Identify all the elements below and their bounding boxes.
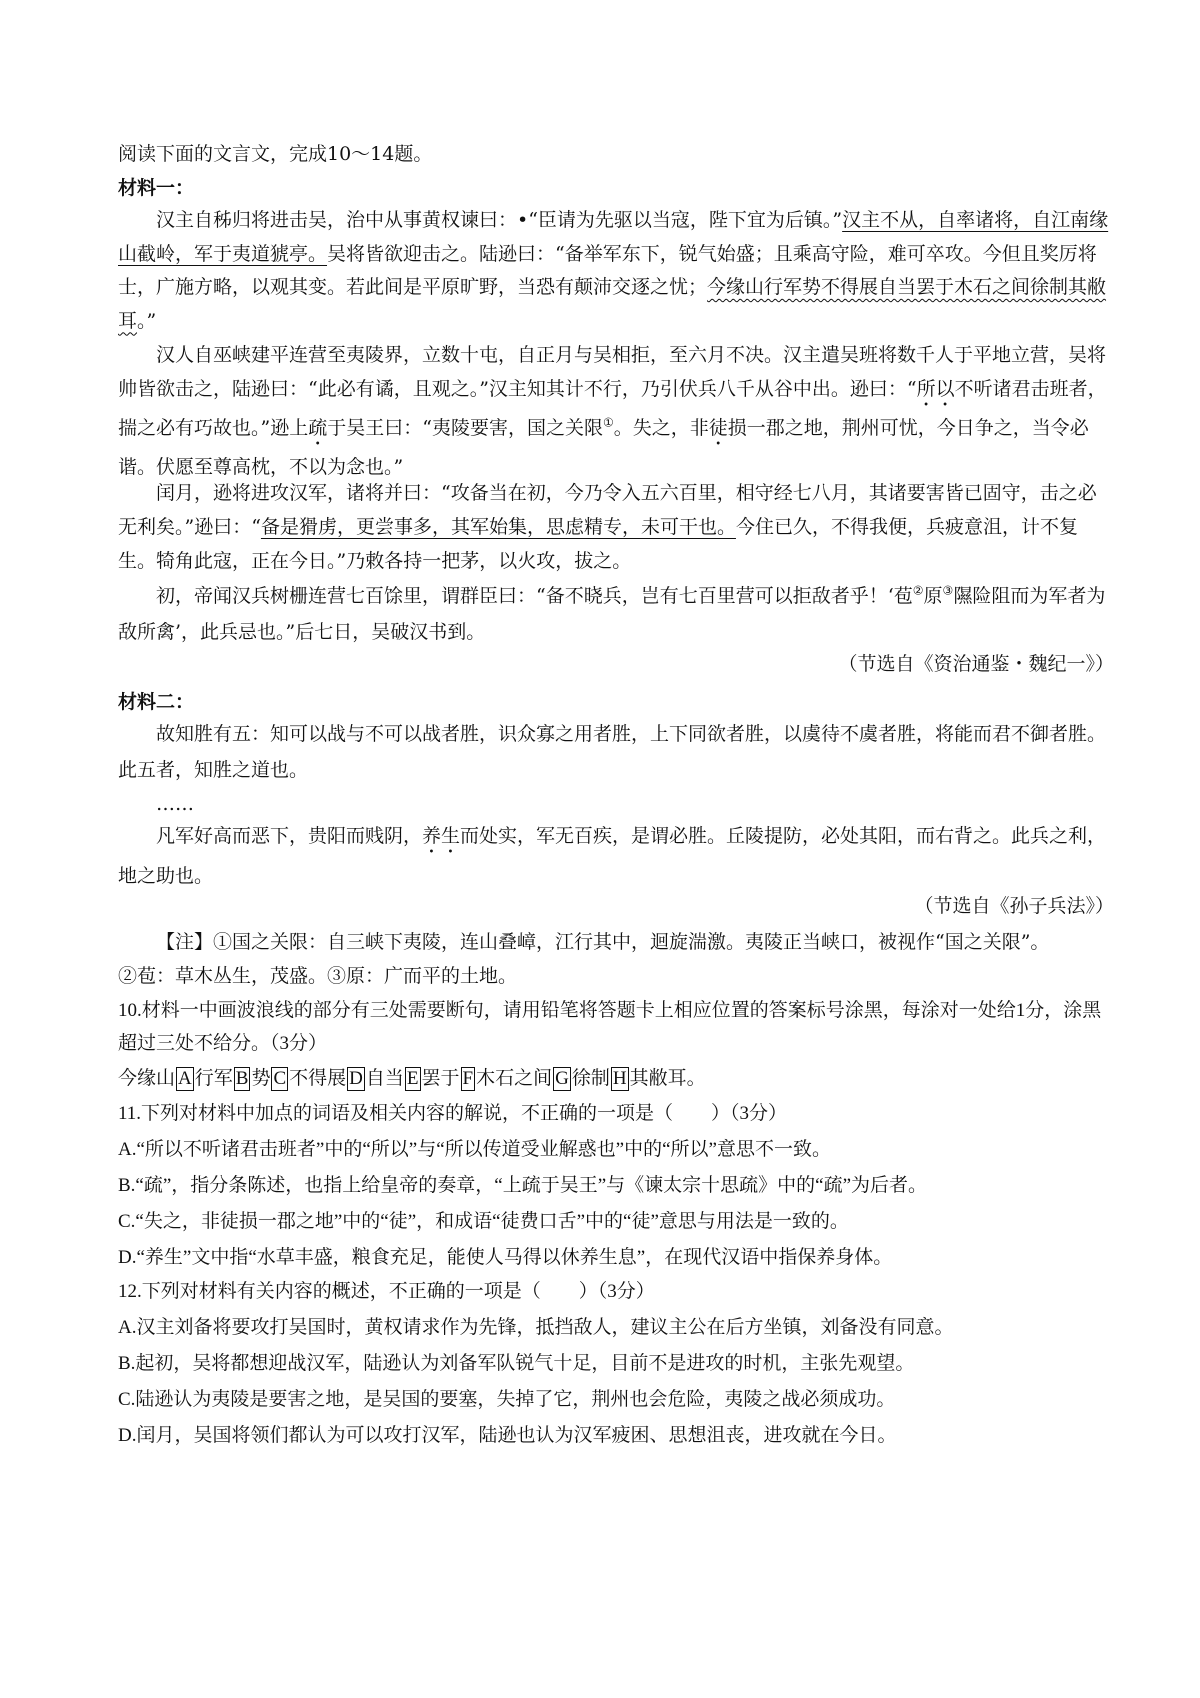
break-option-e: E: [406, 1068, 419, 1089]
material-one-paragraph-4: 初，帝闻汉兵树栅连营七百馀里，谓群臣曰：“备不晓兵，岂有七百里营可以拒敌者乎！‘苞②原③隰险阻而为军者为敌所禽’，此兵忌也。”后七日，吴破汉书到。: [118, 583, 1106, 643]
material-one-source: （节选自《资治通鉴・魏纪一》）: [838, 653, 1114, 675]
break-option-h: H: [612, 1068, 627, 1089]
question-12-option-a: A.汉主刘备将要攻打吴国时，黄权请求作为先锋，抵挡敌人，建议主公在后方坐镇，刘备没有同意。: [118, 1317, 954, 1338]
annotation-line-1: 【注】①国之关限：自三峡下夷陵，连山叠嶂，江行其中，迴旋湍激。夷陵正当峡口，被视作“国之关限”。: [156, 931, 1050, 953]
break-option-f: F: [462, 1068, 474, 1089]
question-11-option-d: D.“养生”文中指“水草丰盛，粮食充足，能使人马得以休养生息”，在现代汉语中指保养身体。: [118, 1247, 893, 1268]
break-option-c: C: [273, 1068, 287, 1089]
question-12-stem: 12.下列对材料有关内容的概述，不正确的一项是（ ）（3分）: [118, 1281, 655, 1302]
underlined-sentence-1: 汉主不从，自率诸将，自江南缘山截岭，军于夷道猇亭。: [118, 209, 1109, 265]
underlined-sentence-2: 备是猾虏，更尝事多，其军始集，思虑精专，未可干也。: [260, 516, 736, 538]
dotted-word-suoyi: 所以: [916, 378, 955, 400]
footnote-marker-2: ②: [912, 583, 924, 598]
question-11-stem: 11.下列对材料中加点的词语及相关内容的解说，不正确的一项是（ ）（3分）: [118, 1103, 788, 1124]
material-two-paragraph-1: 故知胜有五：知可以战与不可以战者胜，识众寡之用者胜，上下同欲者胜，以虞待不虞者胜，将能而君不御者胜。此五者，知胜之道也。: [118, 723, 1107, 781]
question-12-option-b: B.起初，吴将都想迎战汉军，陆逊认为刘备军队锐气十足，目前不是进攻的时机，主张先观望。: [118, 1353, 915, 1374]
break-option-b: B: [235, 1068, 249, 1089]
material-one-paragraph-3: 闰月，逊将进攻汉军，诸将并曰：“攻备当在初，今乃令入五六百里，相守经七八月，其诸要害皆已固守，击之必无利矣。”逊曰：“备是猾虏，更尝事多，其军始集，思虑精专，未可干也。今住已久，不得我便，兵疲意沮，计不复生。犄角此寇，正在今日。”乃敕各持一把茅，以火攻，拔之。: [118, 482, 1097, 572]
footnote-marker-1: ①: [602, 415, 614, 430]
ellipsis: ……: [156, 793, 194, 815]
annotation-line-2: ②苞：草木丛生，茂盛。③原：广而平的土地。: [118, 965, 518, 987]
question-12-option-c: C.陆逊认为夷陵是要害之地，是吴国的要塞，失掉了它，荆州也会危险，夷陵之战必须成功。: [118, 1389, 896, 1410]
question-10-stem: 10.材料一中画波浪线的部分有三处需要断句，请用铅笔将答题卡上相应位置的答案标号涂黑，每涂对一处给1分，涂黑超过三处不给分。（3分）: [118, 1000, 1102, 1054]
dotted-word-tu: 徒: [708, 417, 728, 439]
material-two-source: （节选自《孙子兵法》）: [914, 895, 1114, 917]
material-one-title: 材料一：: [118, 177, 195, 199]
question-10-segmented-sentence: 今缘山 A 行军 B 势 C 不得展 D 自当 E 罢于 F 木石之间 G 徐制 H 其敝耳。: [118, 1067, 706, 1089]
question-11-option-a: A.“所以不听诸君击班者”中的“所以”与“所以传道受业解惑也”中的“所以”意思不一致。: [118, 1139, 831, 1160]
instruction: 阅读下面的文言文，完成10～14题。: [118, 143, 433, 165]
material-two-title: 材料二：: [118, 691, 195, 713]
question-12-option-d: D.闰月，吴国将领们都认为可以攻打汉军，陆逊也认为汉军疲困、思想沮丧，进攻就在今日。: [118, 1425, 897, 1446]
footnote-marker-3: ③: [942, 583, 954, 598]
break-option-d: D: [349, 1068, 363, 1089]
question-11-option-b: B.“疏”，指分条陈述，也指上给皇帝的奏章，“上疏于吴王”与《谏太宗十思疏》中的“疏”为后者。: [118, 1175, 928, 1196]
break-option-g: G: [555, 1068, 569, 1089]
wavy-underlined-passage: 今缘山行军势不得展自当罢于木石之间徐制其敝耳: [118, 276, 1107, 332]
material-two-paragraph-2: 凡军好高而恶下，贵阳而贱阴，养生而处实，军无百疾，是谓必胜。丘陵提防，必处其阳，而右背之。此兵之利，地之助也。: [118, 825, 1107, 887]
break-option-a: A: [178, 1068, 192, 1089]
material-one-paragraph-2: 汉人自巫峡建平连营至夷陵界，立数十屯，自正月与吴相拒，至六月不决。汉主遣吴班将数千人于平地立营，吴将帅皆欲击之，陆逊曰：“此必有谲，且观之。”汉主知其计不行，乃引伏兵八千从谷中出。逊曰：“所以不听诸君击班者，揣之必有巧故也。”逊上疏于吴王曰：“夷陵要害，国之关限①。失之，非徒损一郡之地，荆州可忧，今日争之，当令必谐。伏愿至尊高枕，不以为念也。”: [118, 344, 1107, 478]
dotted-word-shu: 疏: [308, 417, 328, 439]
material-one-paragraph-1: 汉主自秭归将进击吴，治中从事黄权谏曰：•“臣请为先驱以当寇，陛下宜为后镇。”汉主不从，自率诸将，自江南缘山截岭，军于夷道猇亭。吴将皆欲迎击之。陆逊曰：“备举军东下，锐气始盛；且乘高守险，难可卒攻。今但且奖厉将士，广施方略，以观其变。若此间是平原旷野，当恐有颠沛交逐之忧；今缘山行军势不得展自当罢于木石之间徐制其敝耳。”: [118, 209, 1109, 332]
question-11-option-c: C.“失之，非徒损一郡之地”中的“徒”，和成语“徒费口舌”中的“徒”意思与用法是一致的。: [118, 1211, 849, 1232]
dotted-word-yangsheng: 养生: [422, 825, 461, 847]
